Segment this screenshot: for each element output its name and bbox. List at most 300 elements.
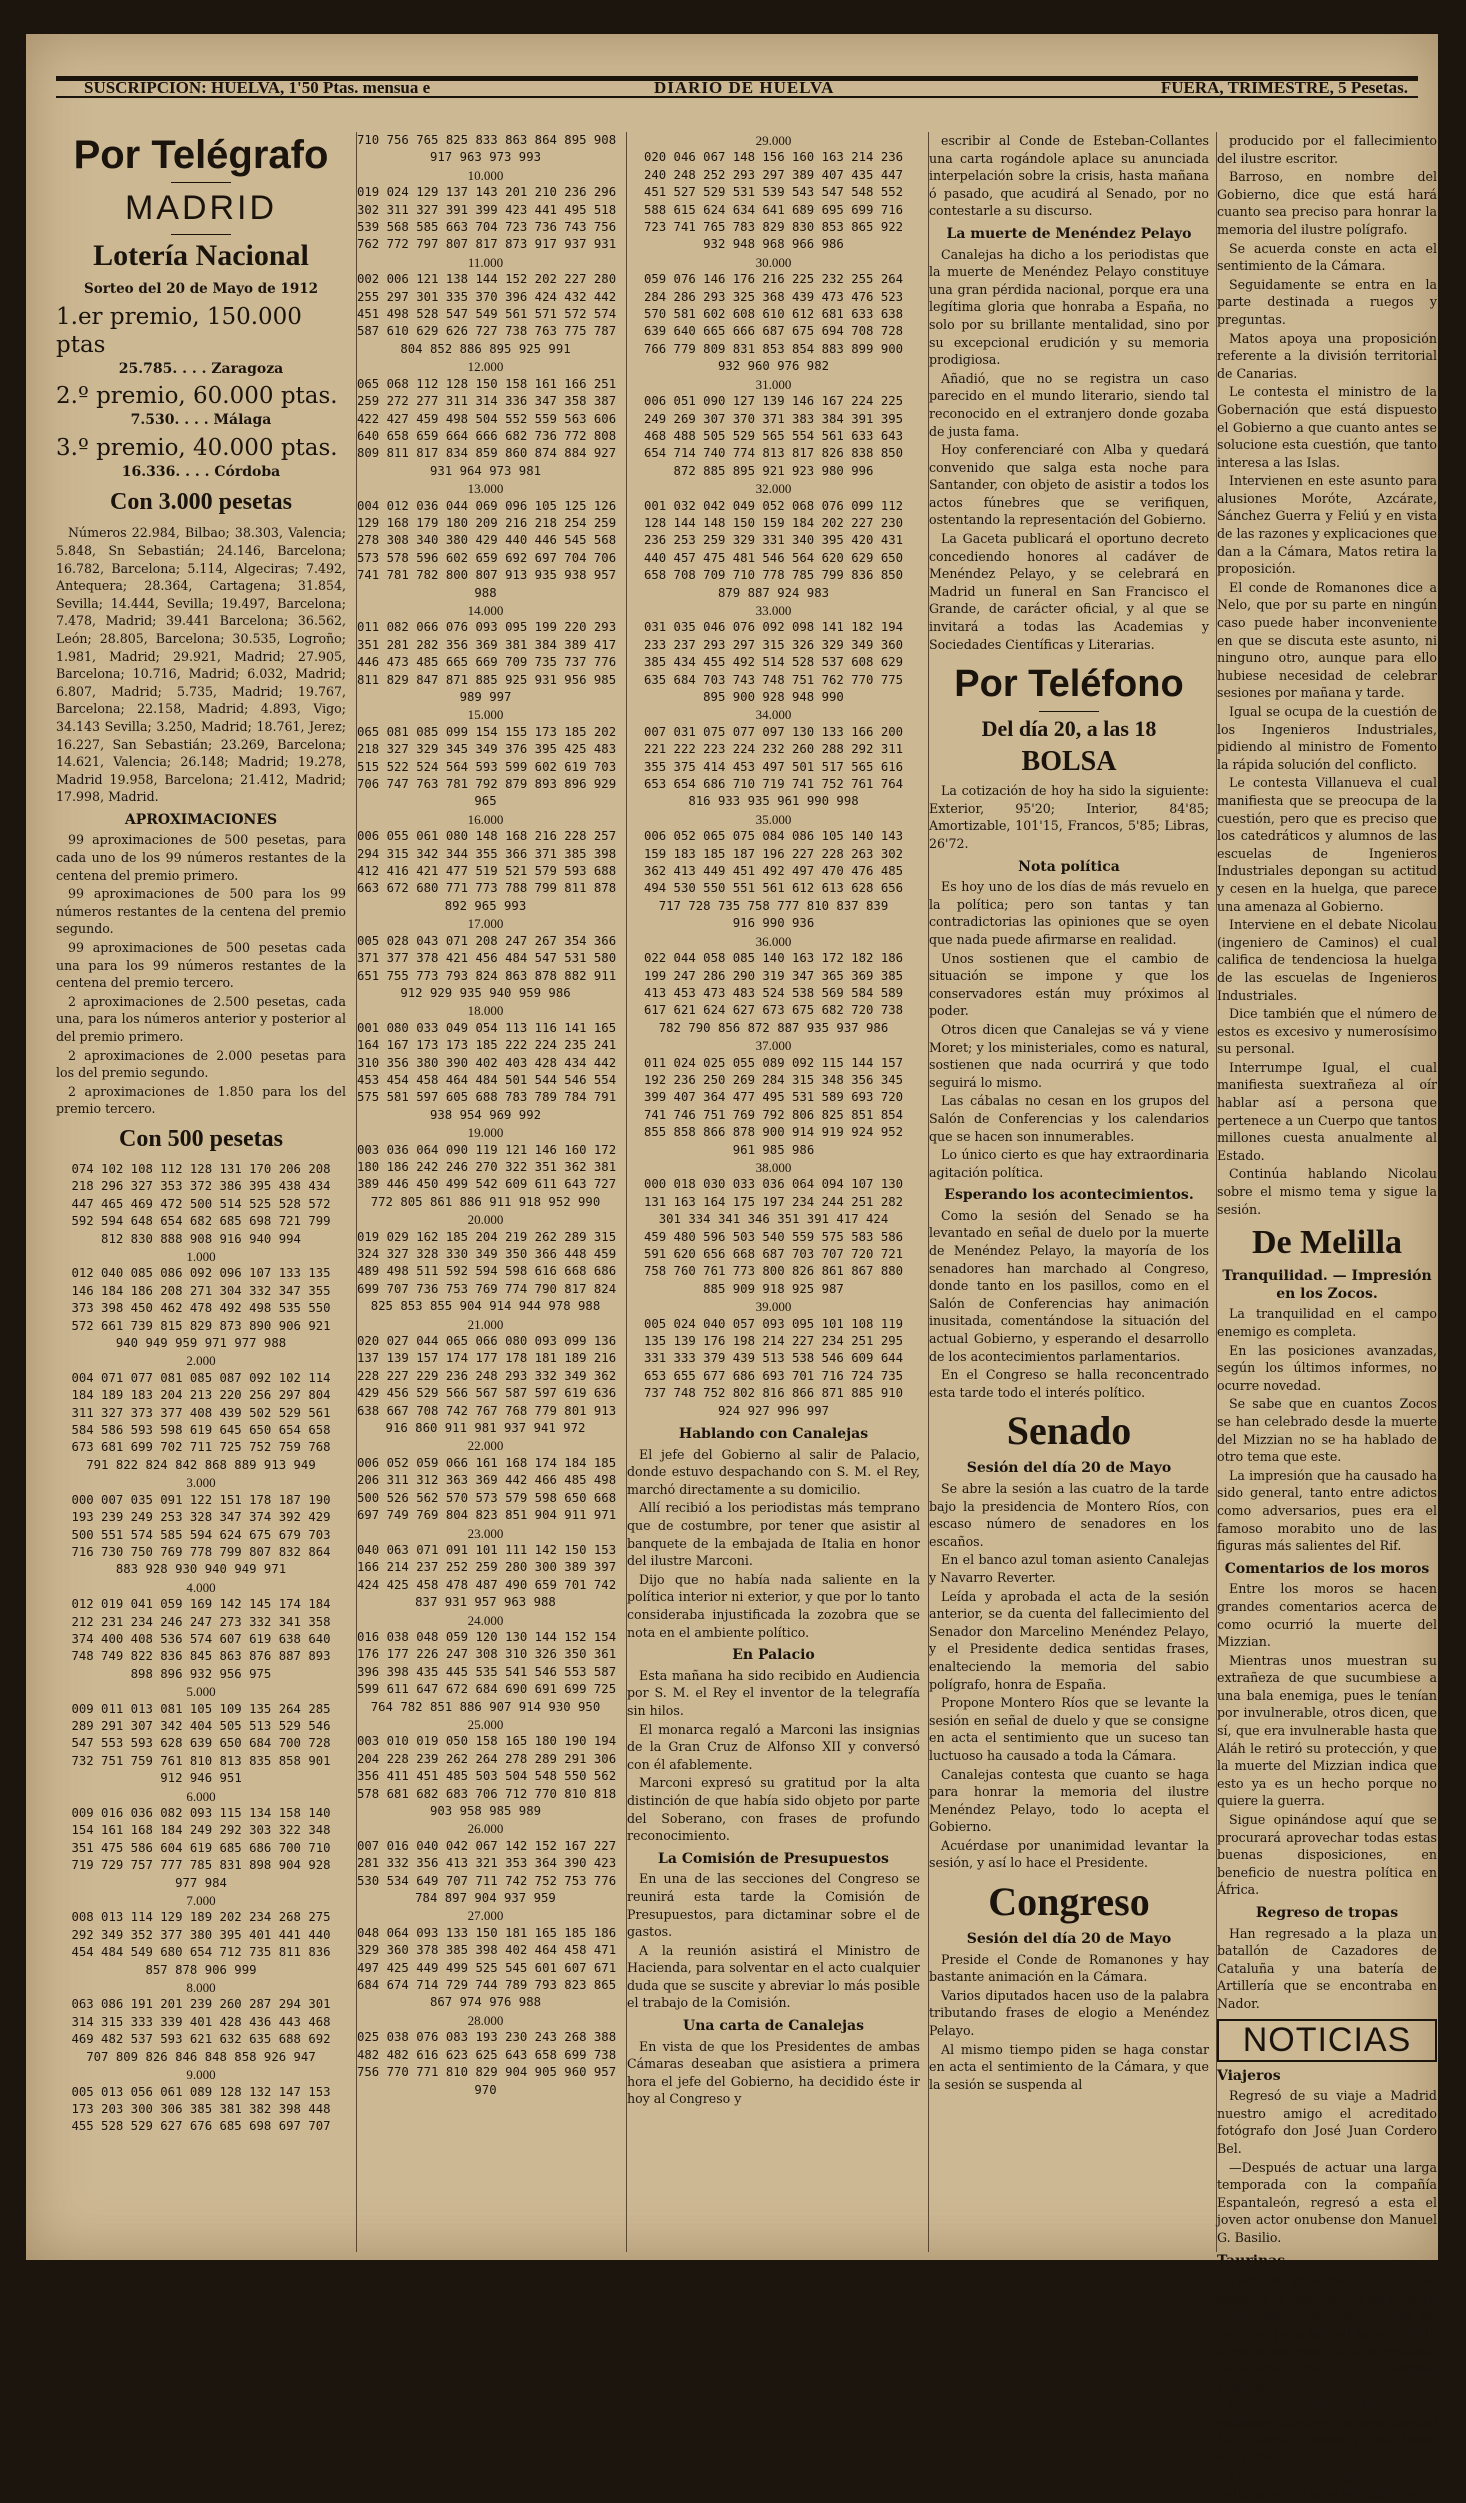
paragraph: Mientras unos muestran su extrañeza de que sucumbiese a una bala enemiga, pues le tenían por invulnerable, otros dicen, que sí, que era invulnerable hasta que Aláh le retiró su protección, y que la muerte del Mizzian indica que esto ya es un hecho porque no quiere la guerra.	[1217, 1652, 1437, 1809]
number-row: 578 681 682 683 706 712 770 810 818	[357, 1786, 617, 1801]
number-row: 938 954 969 992	[429, 1107, 542, 1122]
paragraph: El monarca regaló a Marconi las insignias de la Gran Cruz de Alfonso XII y conversó con él afablemente.	[627, 1721, 920, 1772]
melilla-text	[1217, 1305, 1437, 1554]
number-row: 961 985 986	[732, 1142, 815, 1157]
number-row: 653 655 677 686 693 701 716 724 735	[643, 1368, 904, 1383]
paragraph: Los precios, según nuestras noticias serán muy económicos.	[1217, 2468, 1437, 2502]
number-row: 131 163 164 175 197 234 244 251 282	[643, 1194, 904, 1209]
number-row: 040 063 071 091 101 111 142 150 153	[357, 1542, 617, 1557]
number-row: 916 860 911 981 937 941 972	[385, 1421, 586, 1436]
number-row: 811 829 847 871 885 925 931 956 985	[357, 672, 617, 687]
city-heading: MADRID	[124, 189, 278, 227]
number-row: 455 528 529 627 676 685 698 697 707	[71, 2119, 331, 2134]
paragraph: Igual se ocupa de la cuestión de los Ingenieros Industriales, pidiendo al ministro de Fomento la rápida solución del conflicto.	[1217, 704, 1437, 772]
number-row: 362 413 449 451 492 497 470 476 485	[643, 864, 904, 879]
number-row: 617 621 624 627 673 675 682 720 738	[643, 1003, 904, 1018]
carta-text	[627, 2038, 920, 2108]
number-row: 006 052 059 066 161 168 174 184 185	[357, 1455, 617, 1470]
paragraph: Allí recibió a los periodistas más temprano que de costumbre, por tener que asistir al banquete de la embajada de Italia en honor del ilustre Marconi.	[627, 1500, 920, 1569]
column-5-intro	[1217, 132, 1437, 1218]
thousand-heading: 10.000	[467, 167, 504, 183]
number-row: 371 377 378 421 456 484 547 531 580	[357, 951, 617, 966]
melilla-heading: De Melilla	[1251, 1224, 1403, 1262]
approx-list	[56, 831, 346, 1118]
number-row: 176 177 226 247 308 310 326 350 361	[357, 1647, 617, 1662]
number-row: 446 473 485 665 669 709 735 737 776	[357, 655, 617, 670]
thousand-heading: 14.000	[467, 602, 504, 618]
number-row: 989 997	[459, 690, 512, 704]
paragraph: Lo único cierto es que hay extraordinaria agitación política.	[929, 1147, 1209, 1180]
number-row: 016 038 048 059 120 130 144 152 154	[357, 1629, 617, 1644]
number-row: 009 011 013 081 105 109 135 264 285	[71, 1701, 331, 1716]
number-row: 240 248 252 293 297 389 407 435 447	[643, 167, 904, 182]
number-row: 710 756 765 825 833 863 864 895 908	[357, 133, 617, 147]
number-row: 883 928 930 940 949 971	[115, 1562, 287, 1577]
number-row: 530 534 649 707 711 742 752 753 776	[357, 1873, 617, 1888]
number-row: 006 055 061 080 148 168 216 228 257	[357, 829, 617, 844]
number-row: 469 482 537 593 621 632 635 688 692	[71, 2032, 331, 2047]
number-row: 164 167 173 173 185 222 224 235 241	[357, 1038, 617, 1053]
number-row: 454 484 549 680 654 712 735 811 836	[71, 1945, 331, 1960]
number-row: 012 040 085 086 092 096 107 133 135	[71, 1266, 331, 1281]
paragraph: Interrumpe Igual, el cual manifiesta suextrañeza al oír hablar así a persona que pertenece a un Cuerpo que tantos millones cuesta anualmente al Estado.	[1217, 1059, 1437, 1163]
column-3	[626, 132, 920, 2252]
number-row: 019 029 162 185 204 219 262 289 315	[357, 1229, 617, 1244]
number-row: 424 425 458 478 487 490 659 701 742	[357, 1577, 617, 1592]
number-row: 006 051 090 127 139 146 167 224 225	[643, 394, 904, 409]
number-row: 917 963 973 993	[429, 150, 542, 165]
thousand-heading: 34.000	[755, 707, 792, 723]
number-row: 399 407 364 477 495 531 589 693 720	[643, 1090, 904, 1105]
number-row: 006 052 065 075 084 086 105 140 143	[643, 829, 904, 844]
number-row: 212 231 234 246 247 273 332 341 358	[71, 1614, 331, 1629]
section-title-telegrafo: Por Telégrafo	[73, 133, 329, 177]
number-row: 218 296 327 353 372 386 395 438 434	[71, 1179, 331, 1194]
number-row: 206 311 312 363 369 442 466 485 498	[357, 1473, 617, 1488]
thousand-heading: 7.000	[186, 1893, 216, 1909]
canalejas-heading: Hablando con Canalejas	[678, 1426, 869, 1443]
number-row: 356 411 451 485 503 504 548 550 562	[357, 1769, 617, 1784]
paragraph: Regresó de su viaje a Madrid nuestro amigo el acreditado fotógrafo don José Juan Cordero Bel.	[1217, 2088, 1437, 2156]
number-row: 640 658 659 664 666 682 736 772 808	[357, 428, 617, 443]
number-row: 500 526 562 570 573 579 598 650 668	[357, 1490, 617, 1505]
number-row: 784 897 904 937 959	[415, 1891, 556, 1906]
number-row: 180 186 242 246 270 322 351 362 381	[357, 1159, 617, 1174]
palacio-text	[627, 1667, 920, 1845]
number-row: 898 896 932 956 975	[130, 1666, 272, 1681]
prize-label: 1.er premio, 150.000 ptas	[56, 303, 302, 358]
number-row: 570 581 602 608 610 612 681 633 638	[643, 307, 904, 322]
paragraph: Matos apoya una proposición referente a la división territorial de Canarias.	[1217, 330, 1437, 381]
menendez-text	[929, 246, 1209, 654]
number-row: 837 931 957 963 988	[415, 1595, 556, 1610]
number-row: 716 730 750 769 778 799 807 832 864	[71, 1544, 331, 1559]
nota-text	[929, 878, 1209, 1181]
number-row: 385 434 455 492 514 528 537 608 629	[643, 655, 904, 670]
thousand-heading: 3.000	[186, 1475, 216, 1491]
paragraph: En el banco azul toman asiento Canalejas y Navarro Reverter.	[929, 1552, 1209, 1585]
paragraph: La impresión que ha causado ha sido general, tanto entre adictos como adversarios, pues era el famoso morabito uno de las figuras más salientes del Rif.	[1217, 1467, 1437, 1554]
number-row: 025 038 076 083 193 230 243 268 388	[357, 2030, 617, 2045]
tranquilidad-heading: Tranquilidad. — Impresión en los Zocos.	[1222, 1268, 1432, 1302]
number-row: 717 728 735 758 777 810 837 839	[658, 898, 889, 913]
paragraph: A la reunión asistirá el Ministro de Hacienda, para solventar en el acto cualquier duda que se suscite y abreviar lo más posible el trabajo de la Comisión.	[627, 1942, 920, 2011]
thousand-heading: 33.000	[755, 602, 792, 618]
number-row: 065 081 085 099 154 155 173 185 202	[357, 724, 617, 739]
numbers-block-1	[56, 1161, 346, 2136]
number-row: 879 887 924 983	[717, 585, 830, 600]
number-row: 063 086 191 201 239 260 287 294 301	[71, 1997, 331, 2012]
thousand-heading: 19.000	[467, 1125, 504, 1141]
paragraph: El jefe del Gobierno al salir de Palacio, donde estuvo despachando con S. M. el Rey, marchó directamente a su domicilio.	[627, 1446, 920, 1497]
number-row: 706 747 763 781 792 879 893 896 929	[357, 777, 617, 792]
number-row: 396 398 435 445 535 541 546 553 587	[357, 1664, 617, 1679]
number-row: 233 237 293 297 315 326 329 349 360	[643, 637, 904, 652]
paragraph: Interviene en el debate Nicolau (ingeniero de Caminos) el cual califica de tendenciosa la huelga de las escuelas de Ingenieros Industriales.	[1217, 917, 1437, 1003]
number-row: 278 308 340 380 429 440 446 545 568	[357, 533, 617, 548]
number-row: 004 071 077 081 085 087 092 102 114	[71, 1370, 331, 1385]
number-row: 447 465 469 472 500 514 525 528 572	[71, 1196, 331, 1211]
paragraph: Le contesta Villanueva el cual manifiesta que se preocupa de la cuestión, pero que es preciso que los catedráticos y alumnos de las escuelas de Ingenieros Industriales depongan su actitud y cesen en la huelga, que parece una amenaza al Gobierno.	[1217, 775, 1437, 914]
masthead	[84, 78, 1408, 102]
number-row: 766 779 809 831 853 854 883 899 900	[643, 341, 904, 356]
prize-label: 2.º premio, 60.000 ptas.	[56, 383, 338, 410]
thousand-heading: 17.000	[467, 916, 504, 932]
thousand-heading: 18.000	[467, 1003, 504, 1019]
paragraph: escribir al Conde de Esteban-Collantes una carta rogándole aplace su anunciada interpelación sobre la crisis, hasta mañana ó pasado, que acudirá al Senado, por no contestarle a su discurso.	[929, 133, 1209, 219]
heading-500: Con 500 pesetas	[118, 1125, 283, 1152]
number-row: 988	[474, 585, 497, 600]
number-row: 791 822 824 842 868 889 913 949	[86, 1457, 316, 1472]
number-row: 154 161 168 184 249 292 303 322 348	[71, 1823, 331, 1838]
number-row: 005 028 043 071 208 247 267 354 366	[357, 933, 617, 948]
number-row: 005 024 040 057 093 095 101 108 119	[643, 1316, 904, 1331]
number-row: 004 012 036 044 069 096 105 125 126	[357, 498, 617, 513]
paragraph: En el Congreso se halla reconcentrado esta tarde todo el interés político.	[929, 1367, 1209, 1400]
prize-label: 3.º premio, 40.000 ptas.	[56, 434, 338, 461]
number-row: 697 749 769 804 823 851 904 911 971	[357, 1508, 617, 1523]
number-row: 468 488 505 529 565 554 561 633 643	[643, 428, 904, 443]
paragraph: La tranquilidad en el campo enemigo es completa.	[1217, 1306, 1437, 1339]
subscription-local: SUSCRIPCIÓN: HUELVA, 1'50 Ptas. mensua e	[84, 78, 431, 97]
number-row: 302 311 327 391 399 423 441 495 518	[357, 202, 617, 217]
nota-heading: Nota política	[1018, 858, 1120, 875]
numbers-block-3	[627, 132, 920, 1420]
number-row: 184 189 183 204 213 220 256 297 804	[71, 1388, 331, 1403]
newspaper-page	[26, 34, 1438, 2502]
number-row: 515 522 524 564 593 599 602 619 703	[357, 759, 617, 774]
esperando-text	[929, 1207, 1209, 1402]
thousand-heading: 11.000	[467, 254, 504, 270]
thousand-heading: 25.000	[467, 1716, 504, 1732]
number-row: 007 031 075 077 097 130 133 166 200	[643, 724, 904, 739]
esperando-heading: Esperando los acontecimientos.	[944, 1187, 1194, 1204]
paragraph: Otros dicen que Canalejas se vá y viene Moret; y los ministeriales, como es natural, sostienen que nada ocurrirá y que todo seguirá lo mismo.	[929, 1021, 1209, 1090]
number-row: 311 327 373 377 408 439 502 529 561	[71, 1405, 331, 1420]
paragraph: Canalejas ha dicho a los periodistas que la muerte de Menéndez Pelayo constituye una gran pérdida nacional, porque era una legítima gloria que honraba a España, no solo por su brillante mentalidad, sino por su excepcional erudición y su memoria prodigiosa.	[929, 246, 1209, 368]
number-row: 255 297 301 335 370 396 424 432 442	[357, 289, 617, 304]
number-row: 494 530 550 551 561 612 613 628 656	[643, 881, 904, 896]
number-row: 159 183 185 187 196 227 228 263 302	[643, 846, 904, 861]
bolsa-heading: BOLSA	[1021, 746, 1117, 778]
congreso-subheading: Sesión del día 20 de Mayo	[966, 1931, 1172, 1948]
number-row: 782 790 856 872 887 935 937 986	[658, 1020, 889, 1035]
thousand-heading: 30.000	[755, 254, 792, 270]
number-row: 193 239 249 253 328 347 374 392 429	[71, 1510, 331, 1525]
divider	[171, 182, 231, 183]
number-row: 635 684 703 743 748 751 762 770 775	[643, 672, 904, 687]
number-row: 074 102 108 112 128 131 170 206 208	[71, 1161, 331, 1176]
column-2	[356, 132, 617, 2252]
number-row: 009 016 036 082 093 115 134 158 140	[71, 1806, 331, 1820]
paragraph: Como la sesión del Senado se ha levantado en señal de duelo por la muerte de Menéndez Pelayo, la mayoría de los senadores han marchado al Congreso, donde tanto en los pasillos, como en el Salón de Conferencias hay animación inusitada, comentándose la situación del actual Gobierno, y esperando el desarrollo de los acontecimientos parlamentarios.	[929, 1207, 1209, 1364]
number-row: 412 416 421 477 519 521 579 593 688	[357, 864, 617, 879]
number-row: 658 708 709 710 778 785 799 836 850	[643, 568, 904, 583]
paragraph: Barroso, en nombre del Gobierno, dice que está hará cuanto sea preciso para honrar la memoria del ilustre polígrafo.	[1217, 169, 1437, 237]
senado-subheading: Sesión del día 20 de Mayo	[966, 1460, 1172, 1477]
number-row: 429 456 529 566 567 587 597 619 636	[357, 1386, 617, 1401]
lottery-heading: Lotería Nacional	[93, 239, 309, 272]
number-row: 000 018 030 033 036 064 094 107 130	[643, 1177, 904, 1192]
number-row: 895 900 928 948 990	[703, 690, 844, 704]
number-row: 355 375 414 453 497 501 517 565 616	[643, 759, 904, 774]
paragraph: Hoy conferenciaré con Alba y quedará convenido que salga esta noche para Santander, con objeto de asistir a todos los actos fúnebres que se verifiquen, ostentando la representación del Gobierno.	[929, 442, 1209, 528]
number-row: 653 654 686 710 719 741 752 761 764	[643, 777, 904, 792]
number-row: 166 214 237 252 259 280 300 389 397	[357, 1560, 617, 1575]
thousand-heading: 28.000	[467, 2012, 504, 2028]
section-title-telefono: Por Teléfono	[954, 663, 1184, 706]
number-row: 892 965 993	[444, 898, 527, 913]
number-row: 259 272 277 311 314 336 347 358 387	[357, 394, 617, 409]
senado-text	[929, 1480, 1209, 1872]
thousand-heading: 15.000	[467, 707, 504, 723]
thousand-heading: 20.000	[467, 1212, 504, 1228]
number-row: 001 032 042 049 052 068 076 099 112	[643, 498, 904, 513]
number-row: 912 946 951	[160, 1771, 242, 1786]
number-row: 673 681 699 702 711 725 752 759 768	[71, 1440, 331, 1455]
number-row: 816 933 935 961 990 998	[688, 794, 859, 809]
number-row: 651 755 773 793 824 863 878 882 911	[357, 968, 617, 983]
number-row: 482 482 616 623 625 643 658 699 738	[357, 2047, 617, 2062]
column-4	[928, 132, 1209, 2252]
congreso-heading: Congreso	[988, 1879, 1150, 1925]
paragraph: producido por el fallecimiento del ilustre escritor.	[1217, 133, 1437, 166]
number-row: 011 024 025 055 089 092 115 144 157	[643, 1055, 904, 1070]
number-row: 002 006 121 138 144 152 202 227 280	[357, 272, 617, 287]
number-row: 221 222 223 224 232 260 288 292 311	[643, 742, 904, 757]
paragraph: Marconi expresó su gratitud por la alta distinción de que había sido objeto por parte del Soberano, con frases de profundo reconocimiento.	[627, 1775, 920, 1844]
number-row: 970	[474, 2082, 497, 2097]
paragraph: Leída y aprobada el acta de la sesión anterior, se da cuenta del fallecimiento del Senador don Marcelino Menéndez Pelayo, y el Presidente dedica sentidas frases, enalteciendo la memoria del sabio polígrafo, honra de España.	[929, 1588, 1209, 1692]
number-row: 547 553 593 628 639 650 684 700 728	[71, 1736, 331, 1751]
number-row: 756 770 771 810 829 904 905 960 957	[357, 2065, 617, 2080]
number-row: 129 168 179 180 209 216 218 254 259	[357, 515, 617, 530]
thousand-heading: 35.000	[755, 811, 792, 827]
number-row: 591 620 656 668 687 703 707 720 721	[643, 1247, 904, 1261]
paragraph: Preside el Conde de Romanones y hay bastante animación en la Cámara.	[929, 1951, 1209, 1985]
prize-winner: 16.336. . . . Córdoba	[121, 463, 281, 480]
newspaper-title: DIARIO DE HUELVA	[654, 78, 835, 97]
number-row: 638 667 708 742 767 768 779 801 913	[357, 1403, 617, 1418]
moros-text	[1217, 1580, 1437, 1899]
thousand-heading: 12.000	[467, 359, 504, 375]
number-row: 019 024 129 137 143 201 210 236 296	[357, 185, 617, 200]
thousand-heading: 23.000	[467, 1525, 504, 1541]
number-row: 001 080 033 049 054 113 116 141 165	[357, 1020, 617, 1035]
thousand-heading: 29.000	[755, 133, 792, 148]
number-row: 389 446 450 499 542 609 611 643 727	[357, 1177, 617, 1192]
number-row: 301 334 341 346 351 391 417 424	[658, 1212, 889, 1227]
congreso-text	[929, 1951, 1209, 2094]
approx-item: 99 aproximaciones de 500 pesetas, para cada uno de los 99 números restantes de la centena del premio primero.	[56, 832, 346, 883]
number-row: 812 830 888 908 916 940 994	[101, 1231, 301, 1246]
number-row: 329 360 378 385 398 402 464 458 471	[357, 1943, 617, 1958]
thousand-heading: 38.000	[755, 1159, 792, 1175]
approx-item: 2 aproximaciones de 2.000 pesetas para los del premio segundo.	[56, 1047, 346, 1081]
number-row: 374 400 408 536 574 607 619 638 640	[71, 1631, 331, 1646]
taurinas-text	[1217, 2272, 1437, 2503]
number-row: 867 974 976 988	[429, 1995, 542, 2010]
number-row: 331 333 379 439 513 538 546 609 644	[643, 1351, 904, 1366]
number-row: 031 035 046 076 092 098 141 182 194	[643, 620, 904, 635]
paragraph: Entre los moros se hacen grandes comentarios acerca de como ocurrió la muerte del Mizzian.	[1217, 1581, 1437, 1650]
paragraph: Al mismo tiempo piden se haga constar en acta el sentimiento de la Cámara, y que la sesión se suspenda al	[929, 2041, 1209, 2092]
paragraph: Han regresado a la plaza un batallón de Cazadores de Cataluña y una batería de Artillería que se encontraba en Nador.	[1217, 1925, 1437, 2011]
paragraph: El conde de Romanones dice a Nelo, que por su parte en ningún caso puede haber inconveniente en que se discuta este asunto, ni ninguno otro, aunque para ello hubiese necesidad de celebrar sesiones por mañana y tarde.	[1217, 579, 1437, 701]
presupuestos-heading: La Comisión de Presupuestos	[658, 1850, 889, 1867]
number-row: 977 984	[175, 1875, 227, 1890]
thousand-heading: 37.000	[755, 1038, 792, 1054]
heading-3000: Con 3.000 pesetas	[109, 489, 292, 516]
paragraph: La Gaceta publicará el oportuno decreto concediendo honores al cadáver de Menéndez Pelayo, y se celebrará en Madrid un funeral en San Francisco el Grande, de carácter oficial, y al que se invitará a todas las Academias y Sociedades Científicas y Literarias.	[929, 531, 1209, 652]
number-row: 218 327 329 345 349 376 395 425 483	[357, 742, 617, 757]
number-row: 413 453 473 483 524 538 569 584 589	[643, 985, 904, 1000]
number-row: 048 064 093 133 150 181 165 185 186	[357, 1925, 617, 1940]
number-row: 451 527 529 531 539 543 547 548 552	[643, 185, 904, 200]
paragraph: Acuérdase por unanimidad levantar la sesión, y así lo hace el Presidente.	[929, 1837, 1209, 1871]
number-row: 573 578 596 602 659 692 697 704 706	[357, 550, 617, 565]
number-row: 284 286 293 325 368 439 473 476 523	[643, 289, 904, 304]
taurinas-heading: Taurinas	[1217, 2252, 1286, 2269]
number-row: 373 398 450 462 478 492 498 535 550	[71, 1301, 331, 1316]
number-row: 932 960 976 982	[717, 359, 830, 374]
thousand-heading: 6.000	[186, 1788, 216, 1804]
number-row: 324 327 328 330 349 350 366 448 459	[357, 1247, 617, 1261]
thousand-heading: 9.000	[186, 2067, 216, 2083]
paragraph: —Después de actuar una larga temporada con la compañía Espantaleón, regresó a esta el joven actor onubense don Manuel G. Basilio.	[1217, 2159, 1437, 2245]
thousand-heading: 24.000	[467, 1612, 504, 1628]
number-row: 762 772 797 807 817 873 917 937 931	[357, 237, 617, 252]
number-row: 932 948 968 966 986	[703, 237, 844, 252]
paragraph: Como espadas actuarán los valientes diestros de esta capital Luis García Llanes y José Baez, «Litri II».	[1217, 2397, 1437, 2466]
thousand-heading: 36.000	[755, 933, 792, 949]
number-row: 422 427 459 498 504 552 559 563 606	[357, 411, 617, 426]
number-row: 500 551 574 585 594 624 675 679 703	[71, 1527, 331, 1542]
number-row: 020 046 067 148 156 160 163 214 236	[643, 150, 904, 165]
number-row: 059 076 146 176 216 225 232 255 264	[643, 272, 904, 287]
number-row: 228 227 229 236 248 293 332 349 362	[357, 1368, 617, 1383]
number-row: 592 594 648 654 682 685 698 721 799	[71, 1214, 331, 1229]
number-row: 584 586 593 598 619 645 650 654 658	[71, 1423, 331, 1438]
thousand-heading: 1.000	[186, 1249, 216, 1264]
paragraph: Se acuerda conste en acta el sentimiento de la Cámara.	[1217, 240, 1437, 274]
number-row: 758 760 761 773 800 826 861 867 880	[643, 1264, 904, 1279]
number-row: 772 805 861 886 911 918 952 990	[370, 1194, 601, 1209]
paragraph: Sigue opinándose aquí que se procurará aprovechar todas estas buenas disposiciones, en beneficio de nuestra política en África.	[1217, 1812, 1437, 1898]
number-row: 459 480 596 503 540 559 575 583 586	[643, 1229, 904, 1244]
paragraph: Canalejas contesta que cuanto se haga para honrar la memoria del ilustre Menéndez Pelayo, todo lo acepta el Gobierno.	[929, 1766, 1209, 1835]
number-row: 146 184 186 208 271 304 332 347 355	[71, 1283, 331, 1298]
number-row: 440 457 475 481 546 564 620 629 650	[643, 550, 904, 565]
paragraph: Se sabe que en cuantos Zocos se han celebrado desde la muerte del Mizzian no se ha hablado de otro tema que este.	[1217, 1396, 1437, 1465]
number-row: 065 068 112 128 150 158 161 166 251	[357, 376, 617, 391]
paragraph: Añadió, que no se registra un caso parecido en el mundo literario, siendo tal reconocido en el extranjero donde gozaba de justa fama.	[929, 370, 1209, 439]
paragraph: Seguidamente se entra en la parte destinada a ruegos y preguntas.	[1217, 276, 1437, 327]
number-row: 903 958 985 989	[429, 1804, 542, 1818]
number-row: 588 615 624 634 641 689 695 699 716	[643, 202, 904, 217]
paragraph: Continúa hablando Nicolau sobre el mismo tema y sigue la sesión.	[1217, 1166, 1437, 1217]
paragraph: Le contesta el ministro de la Gobernación que está dispuesto el Gobierno a que cuanto antes se solucione esta cuestión, que tanto interesa a las Islas.	[1217, 384, 1437, 470]
number-row: 489 498 511 592 594 598 616 668 686	[357, 1264, 617, 1279]
number-row: 008 013 114 129 189 202 234 268 275	[71, 1910, 331, 1925]
thousand-heading: 16.000	[467, 811, 504, 827]
prize-winner: 7.530. . . . Málaga	[130, 412, 272, 429]
paragraph: Es hoy uno de los días de más revuelo en la política; pero son tantas y tan contradictorias las opiniones que se oyen que nada puede afirmarse en realidad.	[929, 879, 1209, 947]
number-row: 663 672 680 771 773 788 799 811 878	[357, 881, 617, 896]
number-row: 173 203 300 306 385 381 382 398 448	[71, 2101, 331, 2116]
number-row: 005 013 056 061 089 128 132 147 153	[71, 2084, 331, 2099]
number-row: 916 990 936	[732, 916, 815, 931]
number-row: 007 016 040 042 067 142 152 167 227	[357, 1838, 617, 1853]
paragraph: Para el próximo domingo se anuncia la celebración en nuestro circo taurino de una corrida de novillos, para la cual ha adquirido la empresa reses de la acreditada ganadería de don Antonio Olmedo.	[1217, 2273, 1437, 2394]
palacio-heading: En Palacio	[732, 1647, 815, 1664]
number-row: 292 349 352 377 380 395 401 441 440	[71, 1927, 331, 1942]
number-row: 855 858 866 878 900 914 919 924 952	[643, 1125, 904, 1140]
moros-heading: Comentarios de los moros	[1224, 1560, 1430, 1577]
thousand-heading: 31.000	[755, 376, 792, 392]
approx-heading: APROXIMACIONES	[124, 811, 278, 828]
column-5	[1216, 132, 1437, 2502]
thousand-heading: 39.000	[755, 1299, 792, 1315]
paragraph: En las posiciones avanzadas, según los últimos informes, no ocurre novedad.	[1217, 1342, 1437, 1393]
number-row: 497 425 449 499 525 545 601 607 671	[357, 1960, 617, 1975]
number-row: 737 748 752 802 816 866 871 885 910	[643, 1386, 904, 1401]
numbers-block-2	[357, 132, 617, 2099]
number-row: 003 036 064 090 119 121 146 160 172	[357, 1142, 617, 1157]
number-row: 719 729 757 777 785 831 898 904 928	[71, 1858, 331, 1873]
number-row: 912 929 935 940 959 986	[400, 985, 571, 1000]
number-row: 012 019 041 059 169 142 145 174 184	[71, 1597, 331, 1612]
number-row: 451 498 528 547 549 561 571 572 574	[357, 307, 617, 322]
thousand-heading: 13.000	[467, 481, 504, 497]
paragraph: Intervienen en este asunto para alusiones Moróte, Azcárate, Sánchez Guerra y Feliú y en vista de las razones y explicaciones que dan a la Cámara, Matos retira la proposición.	[1217, 473, 1437, 577]
number-row: 192 236 250 269 284 315 348 356 345	[643, 1072, 904, 1087]
number-row: 924 927 996 997	[717, 1403, 830, 1418]
column-1	[56, 132, 346, 2252]
approx-item: 2 aproximaciones de 1.850 para los del premio tercero.	[56, 1083, 346, 1117]
subscription-outside: FUERA, TRIMESTRE, 5 Pesetas.	[1160, 78, 1408, 97]
list-3000: Números 22.984, Bilbao; 38.303, Valencia; 5.848, Sn Sebastián; 24.146, Barcelona; 16.782, Barcelona; 5.114, Algeciras; 7.492, Antequera; 28.364, Cartagena; 31.854, Sevilla; 14.444, Sevilla; 19.497, Barcelona; 7.478, Madrid; 39.441 Barcelona; 36.562, León; 28.805, Barcelona; 30.535, Logroño; 1.981, Madrid; 29.921, Madrid; 27.905, Barcelona; 10.716, Madrid; 6.032, Madrid; 6.807, Madrid; 5.735, Madrid; 19.767, Barcelona; 22.158, Madrid; 4.893, Vigo; 34.143 Sevilla; 3.250, Madrid; 18.761, Jerez; 16.227, San Sebastián; 23.269, Barcelona; 14.621, Valencia; 26.148; Madrid; 19.278, Madrid 19.958, Barcelona; 21.412, Madrid; 17.998, Madrid.	[56, 525, 346, 805]
thousand-heading: 8.000	[186, 1980, 216, 1996]
number-row: 764 782 851 886 907 914 930 950	[370, 1699, 601, 1714]
number-row: 011 082 066 076 093 095 199 220 293	[357, 620, 617, 635]
number-row: 587 610 629 626 727 738 763 775 787	[357, 324, 617, 339]
divider	[171, 234, 231, 235]
number-row: 351 281 282 356 369 381 384 389 417	[357, 637, 617, 652]
canalejas-text	[627, 1446, 920, 1642]
number-row: 699 707 736 753 769 774 790 817 824	[357, 1281, 617, 1296]
thousand-heading: 21.000	[467, 1316, 504, 1332]
